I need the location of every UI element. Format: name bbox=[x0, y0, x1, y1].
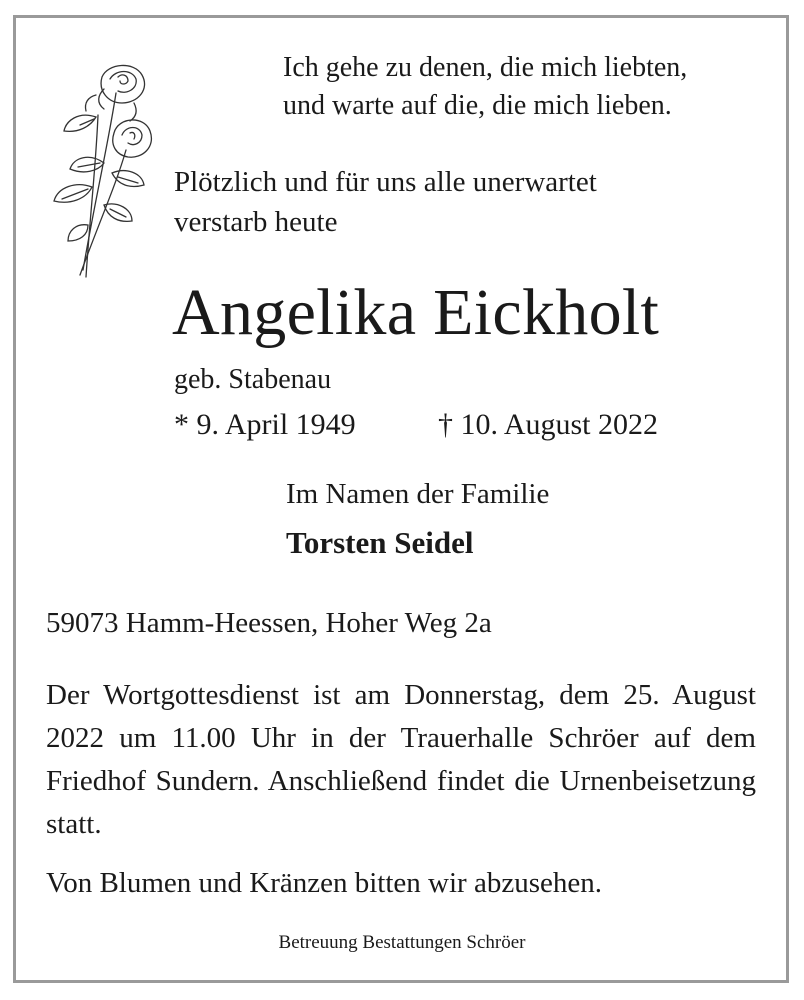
rose-icon bbox=[38, 55, 158, 280]
intro-line-2: verstarb heute bbox=[174, 206, 338, 238]
motto-line-1: Ich gehe zu denen, die mich liebten, bbox=[283, 52, 688, 83]
birth-date: * 9. April 1949 bbox=[174, 408, 356, 441]
death-date: † 10. August 2022 bbox=[438, 408, 659, 441]
address: 59073 Hamm-Heessen, Hoher Weg 2a bbox=[46, 607, 492, 639]
maiden-name: geb. Stabenau bbox=[174, 364, 332, 395]
intro-line-1: Plötzlich und für uns alle unerwartet bbox=[174, 166, 597, 198]
motto-line-2: und warte auf die, die mich lieben. bbox=[283, 90, 672, 121]
flowers-note: Von Blumen und Kränzen bitten wir abzusehen. bbox=[46, 867, 602, 899]
service-details: Der Wortgottesdienst ist am Donnerstag, dem 25. August 2022 um 11.00 Uhr in der Trauerhalle Schröer auf dem Friedhof Sundern. Anschließend findet die Urnenbeisetzung statt. bbox=[46, 679, 756, 840]
deceased-name: Angelika Eickholt bbox=[172, 276, 660, 349]
life-dates bbox=[174, 408, 659, 441]
family-line: Im Namen der Familie bbox=[286, 478, 550, 510]
signer-name: Torsten Seidel bbox=[286, 525, 474, 560]
undertaker-credit: Betreuung Bestattungen Schröer bbox=[278, 932, 526, 953]
